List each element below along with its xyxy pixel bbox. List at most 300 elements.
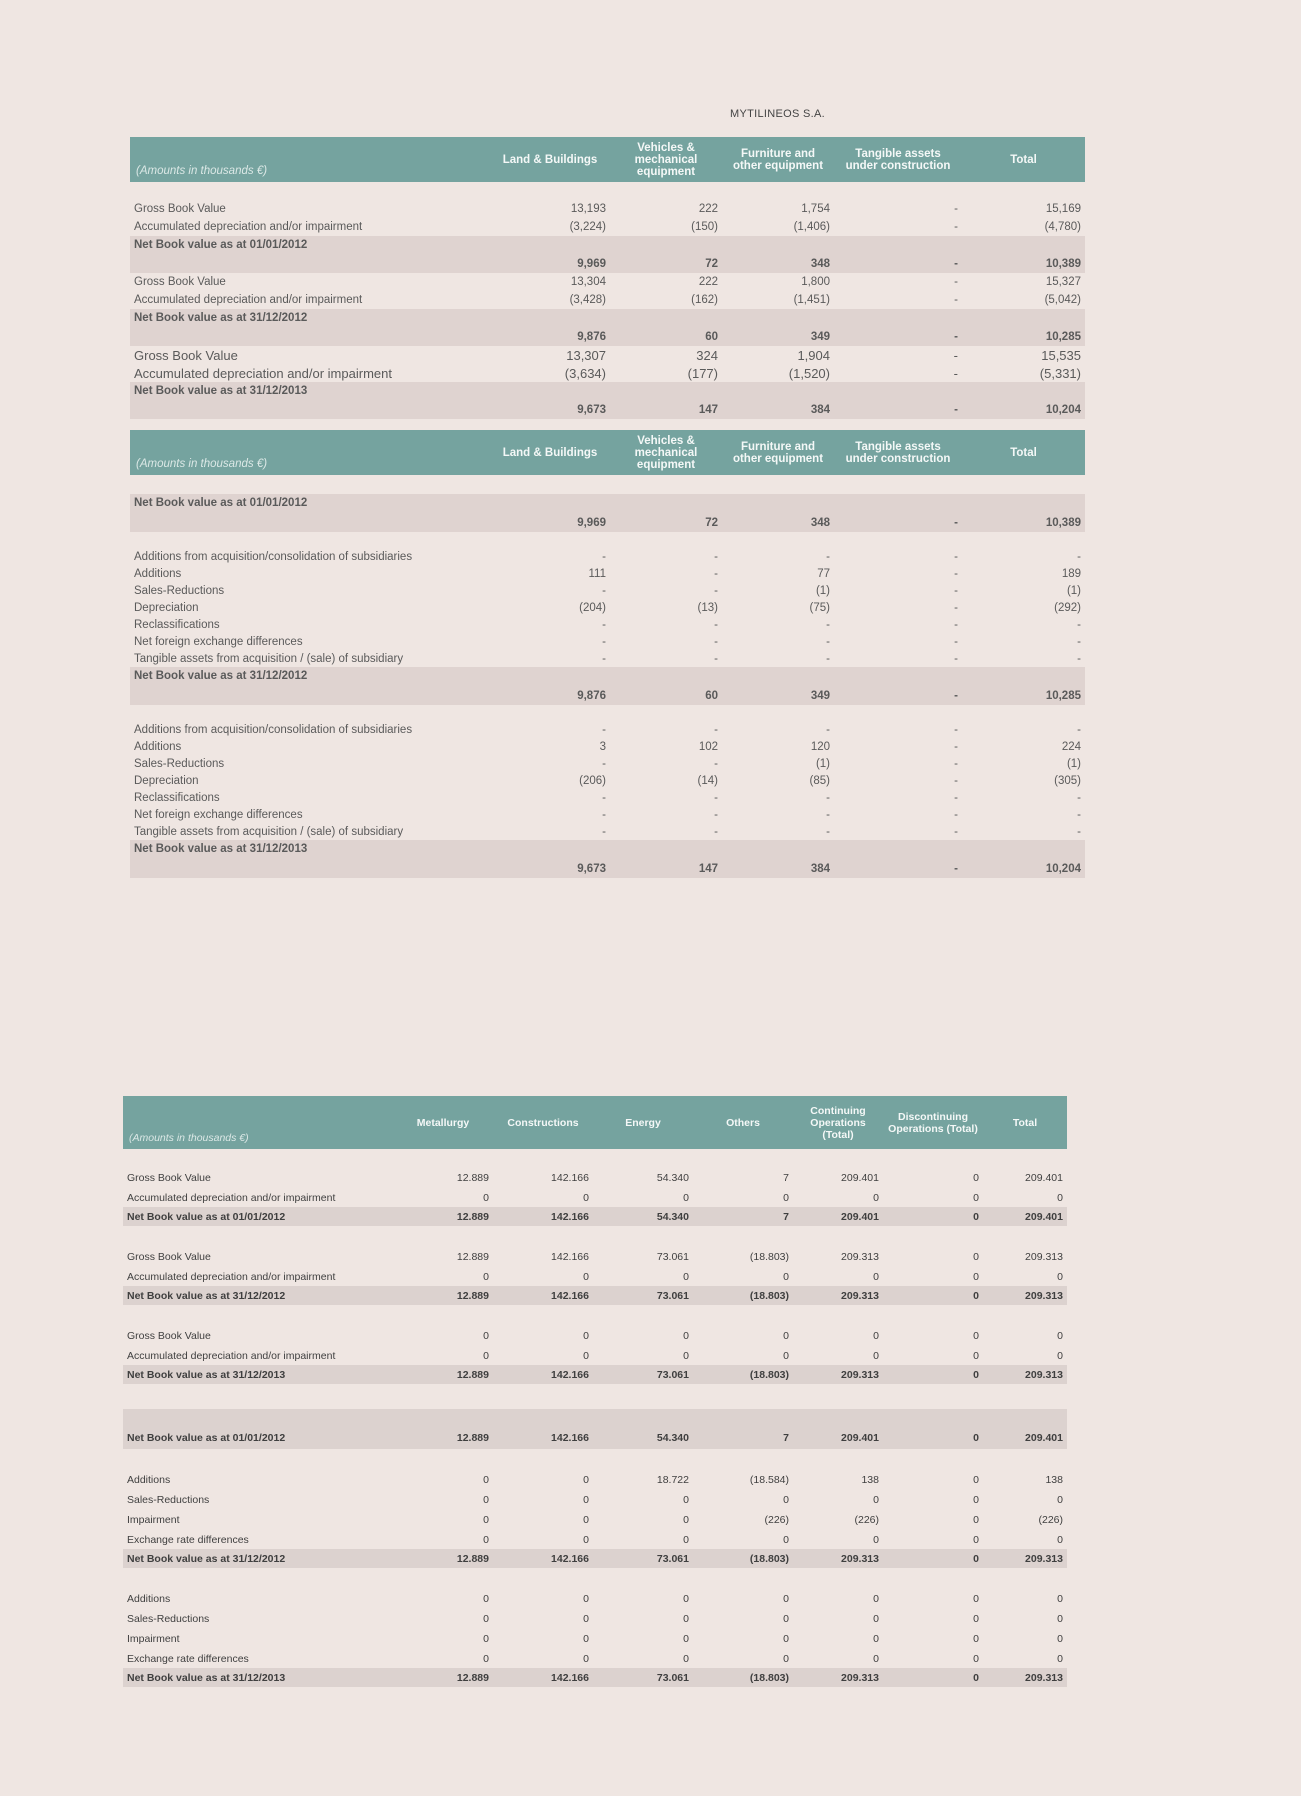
cell: 142.166 <box>493 1549 593 1568</box>
col-discontinuing-operations: Discontinuing Operations (Total) <box>883 1096 983 1149</box>
cell: - <box>954 723 958 736</box>
col-total: Total <box>962 137 1085 182</box>
cell: 0 <box>483 1633 489 1645</box>
table-row <box>130 772 1085 789</box>
cell: 0 <box>783 1593 789 1605</box>
cell: (177) <box>687 365 718 381</box>
cell: - <box>953 365 958 381</box>
spacer <box>130 182 1085 200</box>
row-label: Net Book value as at 31/12/2012 <box>130 309 490 346</box>
table-row <box>130 291 1085 309</box>
cell: 0 <box>583 1330 589 1342</box>
cell: (3,634) <box>564 365 606 381</box>
row-label: Net Book value as at 31/12/2012 <box>123 1286 393 1305</box>
subtotal-row <box>123 1207 1067 1226</box>
cell: (18.803) <box>693 1286 793 1305</box>
row-label: Accumulated depreciation and/or impairment <box>134 294 363 306</box>
cell: 0 <box>683 1191 689 1204</box>
cell: 324 <box>696 347 718 363</box>
row-label: Net Book value as at 31/12/2013 <box>130 382 490 419</box>
cell: 73.061 <box>593 1549 693 1568</box>
cell: 222 <box>698 276 718 288</box>
cell: 73.061 <box>593 1668 693 1687</box>
cell: 0 <box>1057 1494 1063 1506</box>
cell: 0 <box>873 1270 879 1283</box>
cell: 0 <box>583 1533 589 1546</box>
cell: - <box>1077 652 1081 665</box>
cell: 0 <box>873 1494 879 1506</box>
row-label: Exchange rate differences <box>127 1533 249 1546</box>
cell: 0 <box>683 1652 689 1665</box>
cell: 18.722 <box>656 1474 689 1486</box>
cell: (1,520) <box>788 365 830 381</box>
table-row <box>123 1267 1067 1286</box>
cell: 0 <box>683 1533 689 1546</box>
cell: 0 <box>973 1270 979 1283</box>
subtotal-row <box>130 236 1085 273</box>
table-row <box>130 616 1085 633</box>
table-row <box>130 582 1085 599</box>
col-under-construction: Tangible assets under construction <box>834 430 962 475</box>
cell: - <box>714 791 718 804</box>
cell: 0 <box>483 1191 489 1204</box>
cell: (226) <box>854 1514 879 1526</box>
cell: (204) <box>579 601 606 614</box>
cell: - <box>602 618 606 631</box>
cell: 209.401 <box>793 1207 883 1226</box>
subtotal-row <box>123 1549 1067 1568</box>
ppe-balances-table <box>130 137 1085 419</box>
cell: 349 <box>722 309 834 346</box>
row-label: Additions from acquisition/consolidation of subsidiaries <box>134 723 413 736</box>
cell: 13,304 <box>570 276 606 288</box>
cell: - <box>834 382 962 419</box>
cell: 12.889 <box>456 1172 489 1184</box>
cell: 0 <box>783 1270 789 1283</box>
amounts-unit-label: (Amounts in thousands €) <box>130 430 490 475</box>
cell: 60 <box>610 667 722 705</box>
cell: 12.889 <box>393 1549 493 1568</box>
cell: 0 <box>973 1251 979 1263</box>
subtotal-row <box>130 382 1085 419</box>
row-label: Tangible assets from acquisition / (sale) of subsidiary <box>134 825 404 838</box>
cell: 15,327 <box>1045 276 1081 288</box>
row-label: Net Book value as at 01/01/2012 <box>123 1207 393 1226</box>
table-row <box>130 789 1085 806</box>
col-total: Total <box>983 1096 1067 1149</box>
col-metallurgy: Metallurgy <box>393 1096 493 1149</box>
cell: (226) <box>764 1514 789 1526</box>
cell: 120 <box>810 740 830 753</box>
cell: 3 <box>599 740 606 753</box>
cell: 0 <box>1057 1533 1063 1546</box>
cell: 10,204 <box>962 840 1085 878</box>
cell: 0 <box>783 1191 789 1204</box>
cell: 0 <box>683 1613 689 1625</box>
cell: 209.313 <box>793 1286 883 1305</box>
cell: 0 <box>683 1633 689 1645</box>
spacer <box>123 1384 1067 1409</box>
cell: (18.803) <box>693 1549 793 1568</box>
cell: 0 <box>783 1494 789 1506</box>
cell: 7 <box>693 1207 793 1226</box>
cell: 0 <box>483 1474 489 1486</box>
cell: (4,780) <box>1044 221 1081 233</box>
cell: 0 <box>1057 1633 1063 1645</box>
cell: - <box>714 567 718 580</box>
col-energy: Energy <box>593 1096 693 1149</box>
cell: 0 <box>683 1330 689 1342</box>
cell: - <box>714 652 718 665</box>
cell: - <box>954 601 958 614</box>
cell: 0 <box>973 1514 979 1526</box>
cell: 0 <box>483 1349 489 1362</box>
cell: 15,535 <box>1041 347 1081 363</box>
cell: 10,389 <box>962 494 1085 532</box>
company-name: MYTILINEOS S.A. <box>730 108 825 120</box>
cell: 111 <box>588 567 606 580</box>
cell: 384 <box>722 840 834 878</box>
cell: 0 <box>783 1652 789 1665</box>
table-header <box>130 137 1085 182</box>
spacer <box>123 1449 1067 1470</box>
cell: (13) <box>697 601 718 614</box>
cell: 12.889 <box>393 1365 493 1384</box>
table-row <box>123 1188 1067 1207</box>
cell: 7 <box>693 1409 793 1449</box>
cell: - <box>954 808 958 821</box>
cell: 54.340 <box>656 1172 689 1184</box>
cell: 0 <box>883 1207 983 1226</box>
cell: 0 <box>583 1652 589 1665</box>
row-label: Sales-Reductions <box>127 1494 210 1506</box>
cell: 9,673 <box>490 382 610 419</box>
row-label: Net Book value as at 01/01/2012 <box>123 1409 393 1449</box>
cell: 0 <box>973 1474 979 1486</box>
col-constructions: Constructions <box>493 1096 593 1149</box>
amounts-unit-label: (Amounts in thousands €) <box>130 137 490 182</box>
cell: 0 <box>1057 1270 1063 1283</box>
cell: - <box>602 791 606 804</box>
cell: 0 <box>973 1349 979 1362</box>
table-row <box>123 1247 1067 1267</box>
cell: 0 <box>883 1668 983 1687</box>
cell: 0 <box>583 1593 589 1605</box>
cell: 0 <box>1057 1349 1063 1362</box>
cell: 142.166 <box>551 1251 589 1263</box>
row-label: Sales-Reductions <box>134 584 225 597</box>
cell: - <box>954 618 958 631</box>
col-under-construction: Tangible assets under construction <box>834 137 962 182</box>
cell: - <box>954 221 958 233</box>
cell: 209.401 <box>983 1207 1067 1226</box>
cell: 384 <box>722 382 834 419</box>
subtotal-row <box>130 667 1085 705</box>
cell: - <box>1077 550 1081 563</box>
cell: - <box>602 550 606 563</box>
cell: (226) <box>1038 1514 1063 1526</box>
cell: - <box>714 584 718 597</box>
cell: 209.401 <box>983 1409 1067 1449</box>
table-row <box>130 755 1085 772</box>
cell: 1,800 <box>801 276 830 288</box>
cell: 0 <box>873 1652 879 1665</box>
cell: 209.313 <box>841 1251 879 1263</box>
row-label: Gross Book Value <box>127 1330 211 1342</box>
cell: 0 <box>583 1633 589 1645</box>
cell: (150) <box>691 221 718 233</box>
cell: - <box>834 494 962 532</box>
cell: 0 <box>783 1633 789 1645</box>
spacer <box>123 1305 1067 1326</box>
row-label: Additions <box>127 1474 171 1486</box>
cell: 142.166 <box>493 1207 593 1226</box>
cell: 54.340 <box>593 1409 693 1449</box>
cell: 0 <box>683 1514 689 1526</box>
cell: 0 <box>1057 1191 1063 1204</box>
cell: 0 <box>883 1549 983 1568</box>
cell: 10,285 <box>962 667 1085 705</box>
cell: 147 <box>610 382 722 419</box>
table-row <box>130 806 1085 823</box>
table-header <box>123 1096 1067 1149</box>
table-row <box>123 1490 1067 1510</box>
cell: 73.061 <box>593 1365 693 1384</box>
cell: (206) <box>579 774 606 787</box>
cell: 0 <box>683 1349 689 1362</box>
cell: - <box>834 236 962 273</box>
cell: 7 <box>783 1172 789 1184</box>
cell: - <box>714 757 718 770</box>
col-vehicles: Vehicles & mechanical equipment <box>610 137 722 182</box>
table-row <box>123 1470 1067 1490</box>
cell: 72 <box>610 494 722 532</box>
subtotal-row <box>130 494 1085 532</box>
cell: 0 <box>873 1613 879 1625</box>
cell: 12.889 <box>393 1668 493 1687</box>
cell: - <box>954 825 958 838</box>
cell: - <box>954 203 958 215</box>
cell: 54.340 <box>593 1207 693 1226</box>
row-label: Gross Book Value <box>134 347 238 363</box>
subtotal-row <box>123 1286 1067 1305</box>
spacer <box>123 1149 1067 1168</box>
table-row <box>130 721 1085 738</box>
cell: 0 <box>583 1191 589 1204</box>
cell: - <box>714 618 718 631</box>
cell: 60 <box>610 309 722 346</box>
cell: 9,969 <box>490 236 610 273</box>
cell: 142.166 <box>493 1409 593 1449</box>
cell: (305) <box>1054 774 1081 787</box>
subtotal-row <box>130 309 1085 346</box>
cell: 0 <box>883 1286 983 1305</box>
cell: 1,904 <box>797 347 830 363</box>
cell: 0 <box>1057 1330 1063 1342</box>
cell: 138 <box>1045 1474 1063 1486</box>
cell: 10,389 <box>962 236 1085 273</box>
cell: - <box>1077 723 1081 736</box>
cell: 349 <box>722 667 834 705</box>
row-label: Tangible assets from acquisition / (sale) of subsidiary <box>134 652 404 665</box>
col-furniture: Furniture and other equipment <box>722 430 834 475</box>
cell: - <box>954 791 958 804</box>
row-label: Net Book value as at 01/01/2012 <box>130 236 490 273</box>
cell: (1) <box>1066 757 1081 770</box>
cell: 9,673 <box>490 840 610 878</box>
cell: 12.889 <box>393 1207 493 1226</box>
cell: - <box>826 808 830 821</box>
table-header <box>130 430 1085 475</box>
cell: (1,406) <box>793 221 830 233</box>
cell: - <box>1077 825 1081 838</box>
table-row <box>123 1510 1067 1530</box>
cell: 1,754 <box>801 203 830 215</box>
cell: - <box>954 584 958 597</box>
cell: (1) <box>815 757 830 770</box>
row-label: Net foreign exchange differences <box>134 808 303 821</box>
cell: - <box>826 618 830 631</box>
cell: 0 <box>483 1533 489 1546</box>
cell: (18.803) <box>693 1365 793 1384</box>
row-label: Net Book value as at 31/12/2013 <box>130 840 490 878</box>
table-row <box>123 1326 1067 1346</box>
cell: 0 <box>583 1270 589 1283</box>
cell: - <box>953 347 958 363</box>
cell: 209.313 <box>983 1286 1067 1305</box>
table-row <box>130 633 1085 650</box>
row-label: Accumulated depreciation and/or impairment <box>127 1191 336 1204</box>
row-label: Net Book value as at 31/12/2012 <box>123 1549 393 1568</box>
spacer <box>123 1568 1067 1589</box>
cell: 0 <box>483 1652 489 1665</box>
cell: (162) <box>691 294 718 306</box>
cell: 12.889 <box>393 1409 493 1449</box>
cell: 0 <box>483 1613 489 1625</box>
cell: (85) <box>809 774 830 787</box>
cell: 0 <box>973 1494 979 1506</box>
cell: - <box>602 808 606 821</box>
cell: 0 <box>1057 1593 1063 1605</box>
cell: 0 <box>1057 1613 1063 1625</box>
table-row <box>123 1609 1067 1629</box>
cell: - <box>826 550 830 563</box>
col-land-buildings: Land & Buildings <box>490 137 610 182</box>
cell: 73.061 <box>656 1251 689 1263</box>
cell: 209.313 <box>793 1549 883 1568</box>
cell: (5,331) <box>1039 365 1081 381</box>
cell: 9,876 <box>490 309 610 346</box>
cell: (18.803) <box>749 1251 789 1263</box>
cell: 0 <box>783 1330 789 1342</box>
cell: 77 <box>817 567 830 580</box>
cell: 0 <box>683 1270 689 1283</box>
cell: 138 <box>861 1474 879 1486</box>
cell: 0 <box>583 1349 589 1362</box>
row-label: Sales-Reductions <box>127 1613 210 1625</box>
cell: 9,969 <box>490 494 610 532</box>
row-label: Exchange rate differences <box>127 1652 249 1665</box>
cell: - <box>714 825 718 838</box>
cell: - <box>714 635 718 648</box>
table-row <box>130 823 1085 840</box>
col-land-buildings: Land & Buildings <box>490 430 610 475</box>
col-furniture: Furniture and other equipment <box>722 137 834 182</box>
cell: 0 <box>873 1593 879 1605</box>
subtotal-row <box>123 1365 1067 1384</box>
row-label: Gross Book Value <box>134 203 226 215</box>
row-label: Depreciation <box>134 774 199 787</box>
cell: 0 <box>583 1474 589 1486</box>
row-label: Net Book value as at 31/12/2012 <box>130 667 490 705</box>
cell: - <box>1077 618 1081 631</box>
table-row <box>123 1168 1067 1188</box>
cell: 142.166 <box>493 1365 593 1384</box>
cell: 0 <box>973 1533 979 1546</box>
col-others: Others <box>693 1096 793 1149</box>
cell: 102 <box>698 740 718 753</box>
cell: - <box>826 825 830 838</box>
cell: 209.313 <box>793 1365 883 1384</box>
row-label: Net Book value as at 01/01/2012 <box>130 494 490 532</box>
cell: 209.401 <box>793 1409 883 1449</box>
cell: - <box>714 808 718 821</box>
row-label: Depreciation <box>134 601 199 614</box>
table-row <box>123 1346 1067 1365</box>
table-row <box>130 650 1085 667</box>
cell: (75) <box>809 601 830 614</box>
cell: 142.166 <box>493 1286 593 1305</box>
table-row <box>130 200 1085 218</box>
subtotal-row <box>123 1409 1067 1449</box>
row-label: Accumulated depreciation and/or impairment <box>134 221 363 233</box>
cell: (3,224) <box>569 221 606 233</box>
table-row <box>130 565 1085 582</box>
cell: 0 <box>973 1593 979 1605</box>
cell: 209.313 <box>793 1668 883 1687</box>
row-label: Accumulated depreciation and/or impairment <box>127 1270 336 1283</box>
cell: 0 <box>483 1514 489 1526</box>
cell: (1) <box>815 584 830 597</box>
cell: 72 <box>610 236 722 273</box>
row-label: Additions <box>134 740 182 753</box>
row-label: Additions from acquisition/consolidation of subsidiaries <box>134 550 413 563</box>
cell: - <box>602 652 606 665</box>
cell: - <box>954 276 958 288</box>
row-label: Net Book value as at 31/12/2013 <box>123 1365 393 1384</box>
cell: 348 <box>722 494 834 532</box>
row-label: Gross Book Value <box>134 276 226 288</box>
cell: - <box>954 567 958 580</box>
row-label: Net Book value as at 31/12/2013 <box>123 1668 393 1687</box>
cell: 0 <box>683 1494 689 1506</box>
cell: 0 <box>483 1330 489 1342</box>
col-vehicles: Vehicles & mechanical equipment <box>610 430 722 475</box>
cell: (3,428) <box>569 294 606 306</box>
row-label: Accumulated depreciation and/or impairment <box>127 1349 336 1362</box>
table-row <box>130 599 1085 616</box>
cell: 0 <box>873 1191 879 1204</box>
cell: - <box>1077 808 1081 821</box>
spacer <box>130 532 1085 548</box>
cell: 12.889 <box>456 1251 489 1263</box>
cell: 0 <box>973 1172 979 1184</box>
cell: 0 <box>973 1191 979 1204</box>
cell: 0 <box>483 1270 489 1283</box>
cell: 0 <box>873 1330 879 1342</box>
cell: 142.166 <box>551 1172 589 1184</box>
cell: - <box>826 635 830 648</box>
